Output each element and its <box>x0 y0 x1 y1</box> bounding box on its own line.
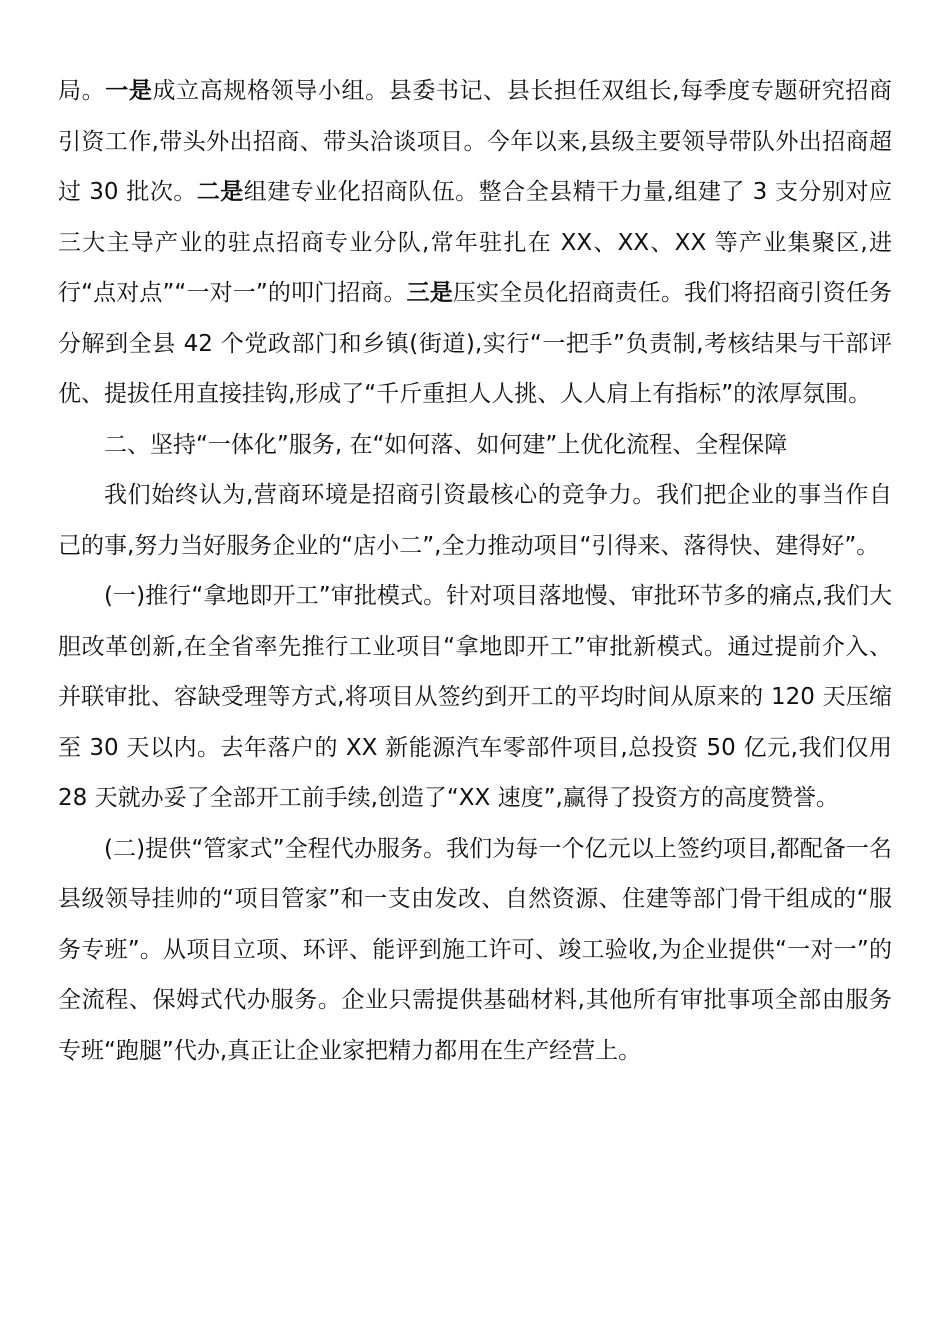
bold-marker-third: 三是 <box>406 280 453 306</box>
text-run: 组建专业化招商队伍。整合全县精干力量,组建了 3 支分别对应三大主导产业的驻点招商专业分队,常年驻扎在 XX、XX、XX 等产业集聚区,进行“点对点”“一对一”的叩门招商。 <box>58 179 892 306</box>
document-page <box>58 66 892 1076</box>
paragraph-leadership <box>58 66 892 420</box>
paragraph-butler-service: (二)提供“管家式”全程代办服务。我们为每一个亿元以上签约项目,都配备一名县级领导挂帅的“项目管家”和一支由发改、自然资源、住建等部门骨干组成的“服务专班”。从项目立项、环评、能评到施工许可、竣工验收,为企业提供“一对一”的全流程、保姆式代办服务。企业只需提供基础材料,其他所有审批事项全部由服务专班“跑腿”代办,真正让企业家把精力都用在生产经营上。 <box>58 835 892 1064</box>
bold-marker-first: 一是 <box>105 78 153 104</box>
bold-marker-second: 二是 <box>196 179 244 205</box>
text-run: 压实全员化招商责任。我们将招商引资任务分解到全县 42 个党政部门和乡镇(街道),实行“一把手”负责制,考核结果与干部评优、提拔任用直接挂钩,形成了“千斤重担人人挑、人人肩上有指标”的浓厚氛围。 <box>58 280 893 407</box>
text-run: 成立高规格领导小组。县委书记、县长担任双组长,每季度专题研究招商引资工作,带头外出招商、带头洽谈项目。今年以来,县级主要领导带队外出招商超过 30 批次。 <box>58 78 893 205</box>
paragraph-business-environment: 我们始终认为,营商环境是招商引资最核心的竞争力。我们把企业的事当作自己的事,努力当好服务企业的“店小二”,全力推动项目“引得来、落得快、建得好”。 <box>58 482 892 559</box>
text-run: 局。 <box>58 78 106 104</box>
section-heading-2: 二、坚持“一体化”服务, 在“如何落、如何建”上优化流程、全程保障 <box>104 431 788 458</box>
paragraph-approval-mode: (一)推行“拿地即开工”审批模式。针对项目落地慢、审批环节多的痛点,我们大胆改革创新,在全省率先推行工业项目“拿地即开工”审批新模式。通过提前介入、并联审批、容缺受理等方式,将项目从签约到开工的平均时间从原来的 120 天压缩至 30 天以内。去年落户的 XX 新能源汽车零部件项目,总投资 50 亿元,我们仅用 28 天就办妥了全部开工前手续,创造了“XX 速度”,赢得了投资方的高度赞誉。 <box>58 583 892 811</box>
